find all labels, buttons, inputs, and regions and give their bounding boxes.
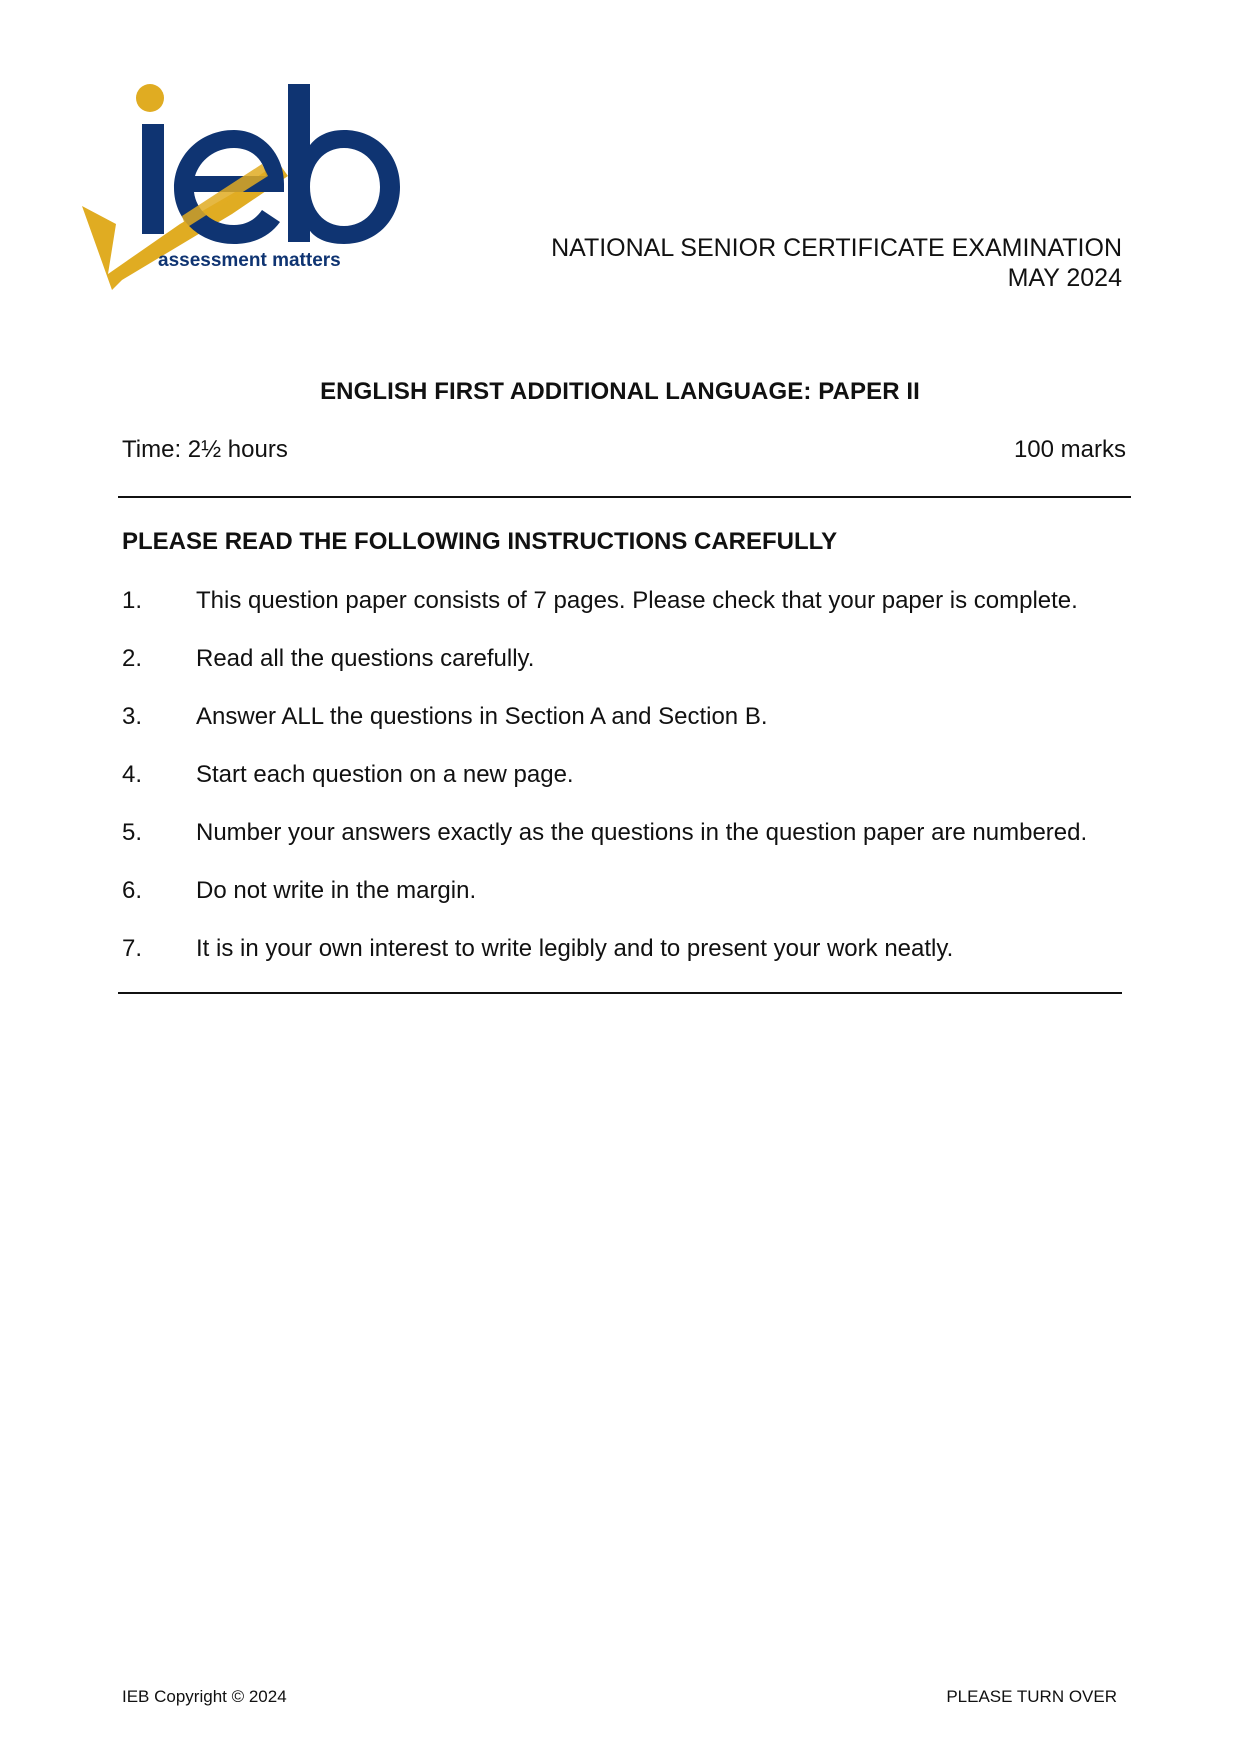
ieb-logo [82, 84, 432, 314]
instruction-number: 7. [122, 935, 143, 962]
time-allowed: Time: 2½ hours [122, 436, 288, 463]
instruction-item [122, 644, 1132, 702]
instruction-text: Read all the questions carefully. [196, 645, 535, 672]
instruction-text: This question paper consists of 7 pages. Please check that your paper is complete. [196, 587, 1078, 614]
paper-title: ENGLISH FIRST ADDITIONAL LANGUAGE: PAPER II [320, 378, 920, 405]
instruction-text: Start each question on a new page. [196, 761, 574, 788]
instructions-heading: PLEASE READ THE FOLLOWING INSTRUCTIONS CAREFULLY [122, 528, 838, 555]
exam-date: MAY 2024 [1007, 264, 1122, 292]
total-marks: 100 marks [1013, 436, 1126, 463]
instruction-text: It is in your own interest to write legibly and to present your work neatly. [196, 935, 954, 962]
footer-turn-over: PLEASE TURN OVER [946, 1687, 1117, 1706]
instruction-number: 6. [122, 877, 143, 904]
svg-text:assessment matters: assessment matters [158, 250, 341, 271]
footer-copyright: IEB Copyright © 2024 [122, 1687, 287, 1706]
ieb-logo-icon [82, 84, 432, 314]
instruction-item [122, 760, 1132, 818]
instruction-text: Number your answers exactly as the questions in the question paper are numbered. [196, 819, 1088, 846]
divider-bottom [118, 992, 1122, 994]
instruction-number: 2. [122, 645, 143, 672]
instruction-item [122, 586, 1132, 644]
instruction-number: 4. [122, 761, 143, 788]
instruction-item [122, 876, 1132, 934]
instruction-item [122, 818, 1132, 876]
exam-header [551, 233, 1122, 293]
instructions-list [122, 586, 1132, 992]
divider-top [118, 496, 1131, 498]
exam-name: NATIONAL SENIOR CERTIFICATE EXAMINATION [551, 234, 1122, 262]
instruction-number: 1. [122, 587, 143, 614]
instruction-item [122, 934, 1132, 992]
instruction-text: Do not write in the margin. [196, 877, 477, 904]
instruction-number: 5. [122, 819, 143, 846]
instruction-item [122, 702, 1132, 760]
instruction-number: 3. [122, 703, 143, 730]
instruction-text: Answer ALL the questions in Section A and Section B. [196, 703, 768, 730]
